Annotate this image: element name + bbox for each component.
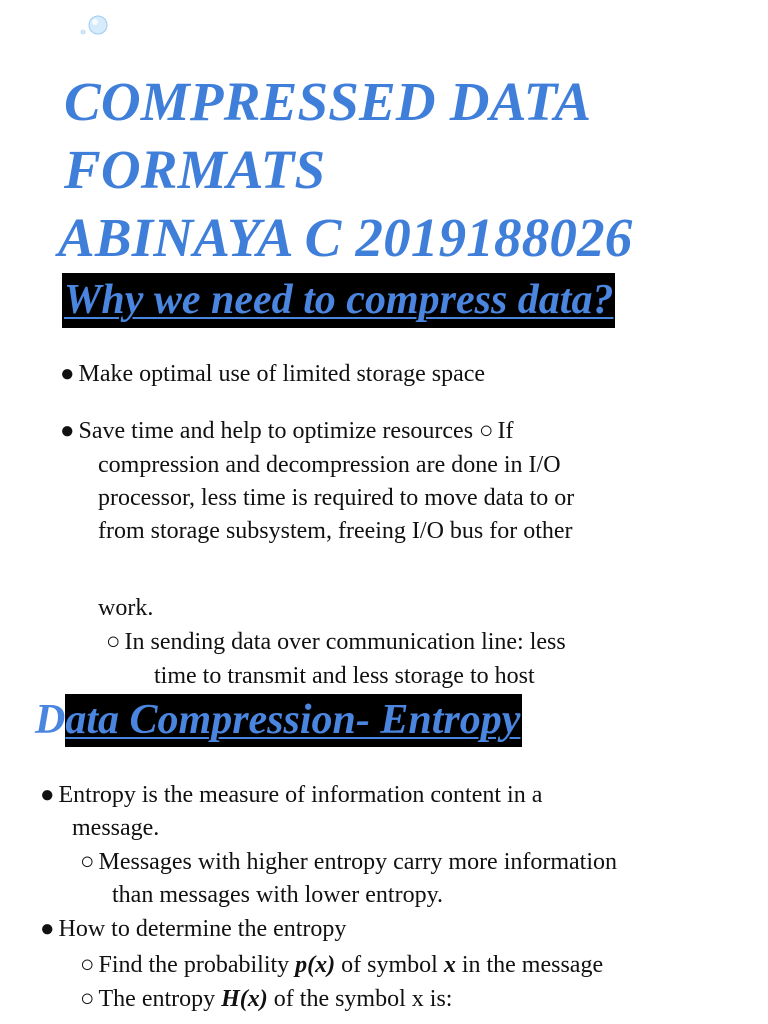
sub-bullet-icon: ○ xyxy=(80,952,95,978)
sub-list-item-text: In sending data over communication line: less xyxy=(124,629,566,655)
sub-list-item xyxy=(106,626,566,659)
title-line-1: COMPRESSED DATA xyxy=(64,71,592,132)
sub-list-item xyxy=(80,983,452,1016)
list-item-continuation: work. xyxy=(98,595,154,621)
bubble-icon xyxy=(78,14,110,38)
heading-first-letter: D xyxy=(35,697,66,743)
sub-list-item-text: of the symbol x is: xyxy=(273,986,453,1012)
formula-px: p(x) xyxy=(295,952,336,978)
list-item-continuation: from storage subsystem, freeing I/O bus for other xyxy=(98,518,573,544)
list-item-text: Save time and help to optimize resources xyxy=(78,418,474,444)
title-line-2: FORMATS xyxy=(64,139,326,200)
sub-bullet-icon: ○ xyxy=(80,849,95,875)
bullet-icon: ● xyxy=(60,361,75,387)
bullet-icon: ● xyxy=(60,418,75,444)
list-item-text: Make optimal use of limited storage space xyxy=(78,361,486,387)
sub-bullet-icon: ○ xyxy=(106,629,121,655)
list-item-text: If xyxy=(497,418,514,444)
sub-list-item xyxy=(80,949,603,982)
list-item xyxy=(40,779,542,812)
list-item xyxy=(60,415,514,448)
sub-list-item-text: in the message xyxy=(461,952,604,978)
sub-list-item-text: of symbol xyxy=(341,952,438,978)
list-item-text: Entropy is the measure of information content in a xyxy=(58,782,543,808)
sub-list-item-text: The entropy xyxy=(98,986,216,1012)
list-item xyxy=(40,913,346,946)
sub-bullet-icon: ○ xyxy=(479,418,494,444)
list-item-text: How to determine the entropy xyxy=(58,916,347,942)
list-item-continuation: processor, less time is required to move data to or xyxy=(98,485,575,511)
section-heading-why-compress: Why we need to compress data? xyxy=(62,273,615,328)
list-item xyxy=(60,358,485,391)
sub-list-item-continuation: than messages with lower entropy. xyxy=(112,882,444,908)
sub-list-item-continuation: time to transmit and less storage to host xyxy=(154,663,535,689)
page-title xyxy=(58,68,633,272)
sub-list-item xyxy=(80,846,617,879)
section-heading-entropy xyxy=(35,694,522,747)
formula-x: x xyxy=(443,952,456,978)
sub-list-item-text: Find the probability xyxy=(98,952,290,978)
title-author-line: ABINAYA C 2019188026 xyxy=(58,207,633,268)
sub-list-item-text: Messages with higher entropy carry more information xyxy=(98,849,618,875)
list-item-continuation: message. xyxy=(72,815,160,841)
bullet-icon: ● xyxy=(40,916,55,942)
list-item-continuation: compression and decompression are done in I/O xyxy=(98,452,561,478)
heading-rest: ata Compression- Entropy xyxy=(65,694,522,747)
sub-bullet-icon: ○ xyxy=(80,986,95,1012)
formula-hx: H(x) xyxy=(221,986,268,1012)
bullet-icon: ● xyxy=(40,782,55,808)
